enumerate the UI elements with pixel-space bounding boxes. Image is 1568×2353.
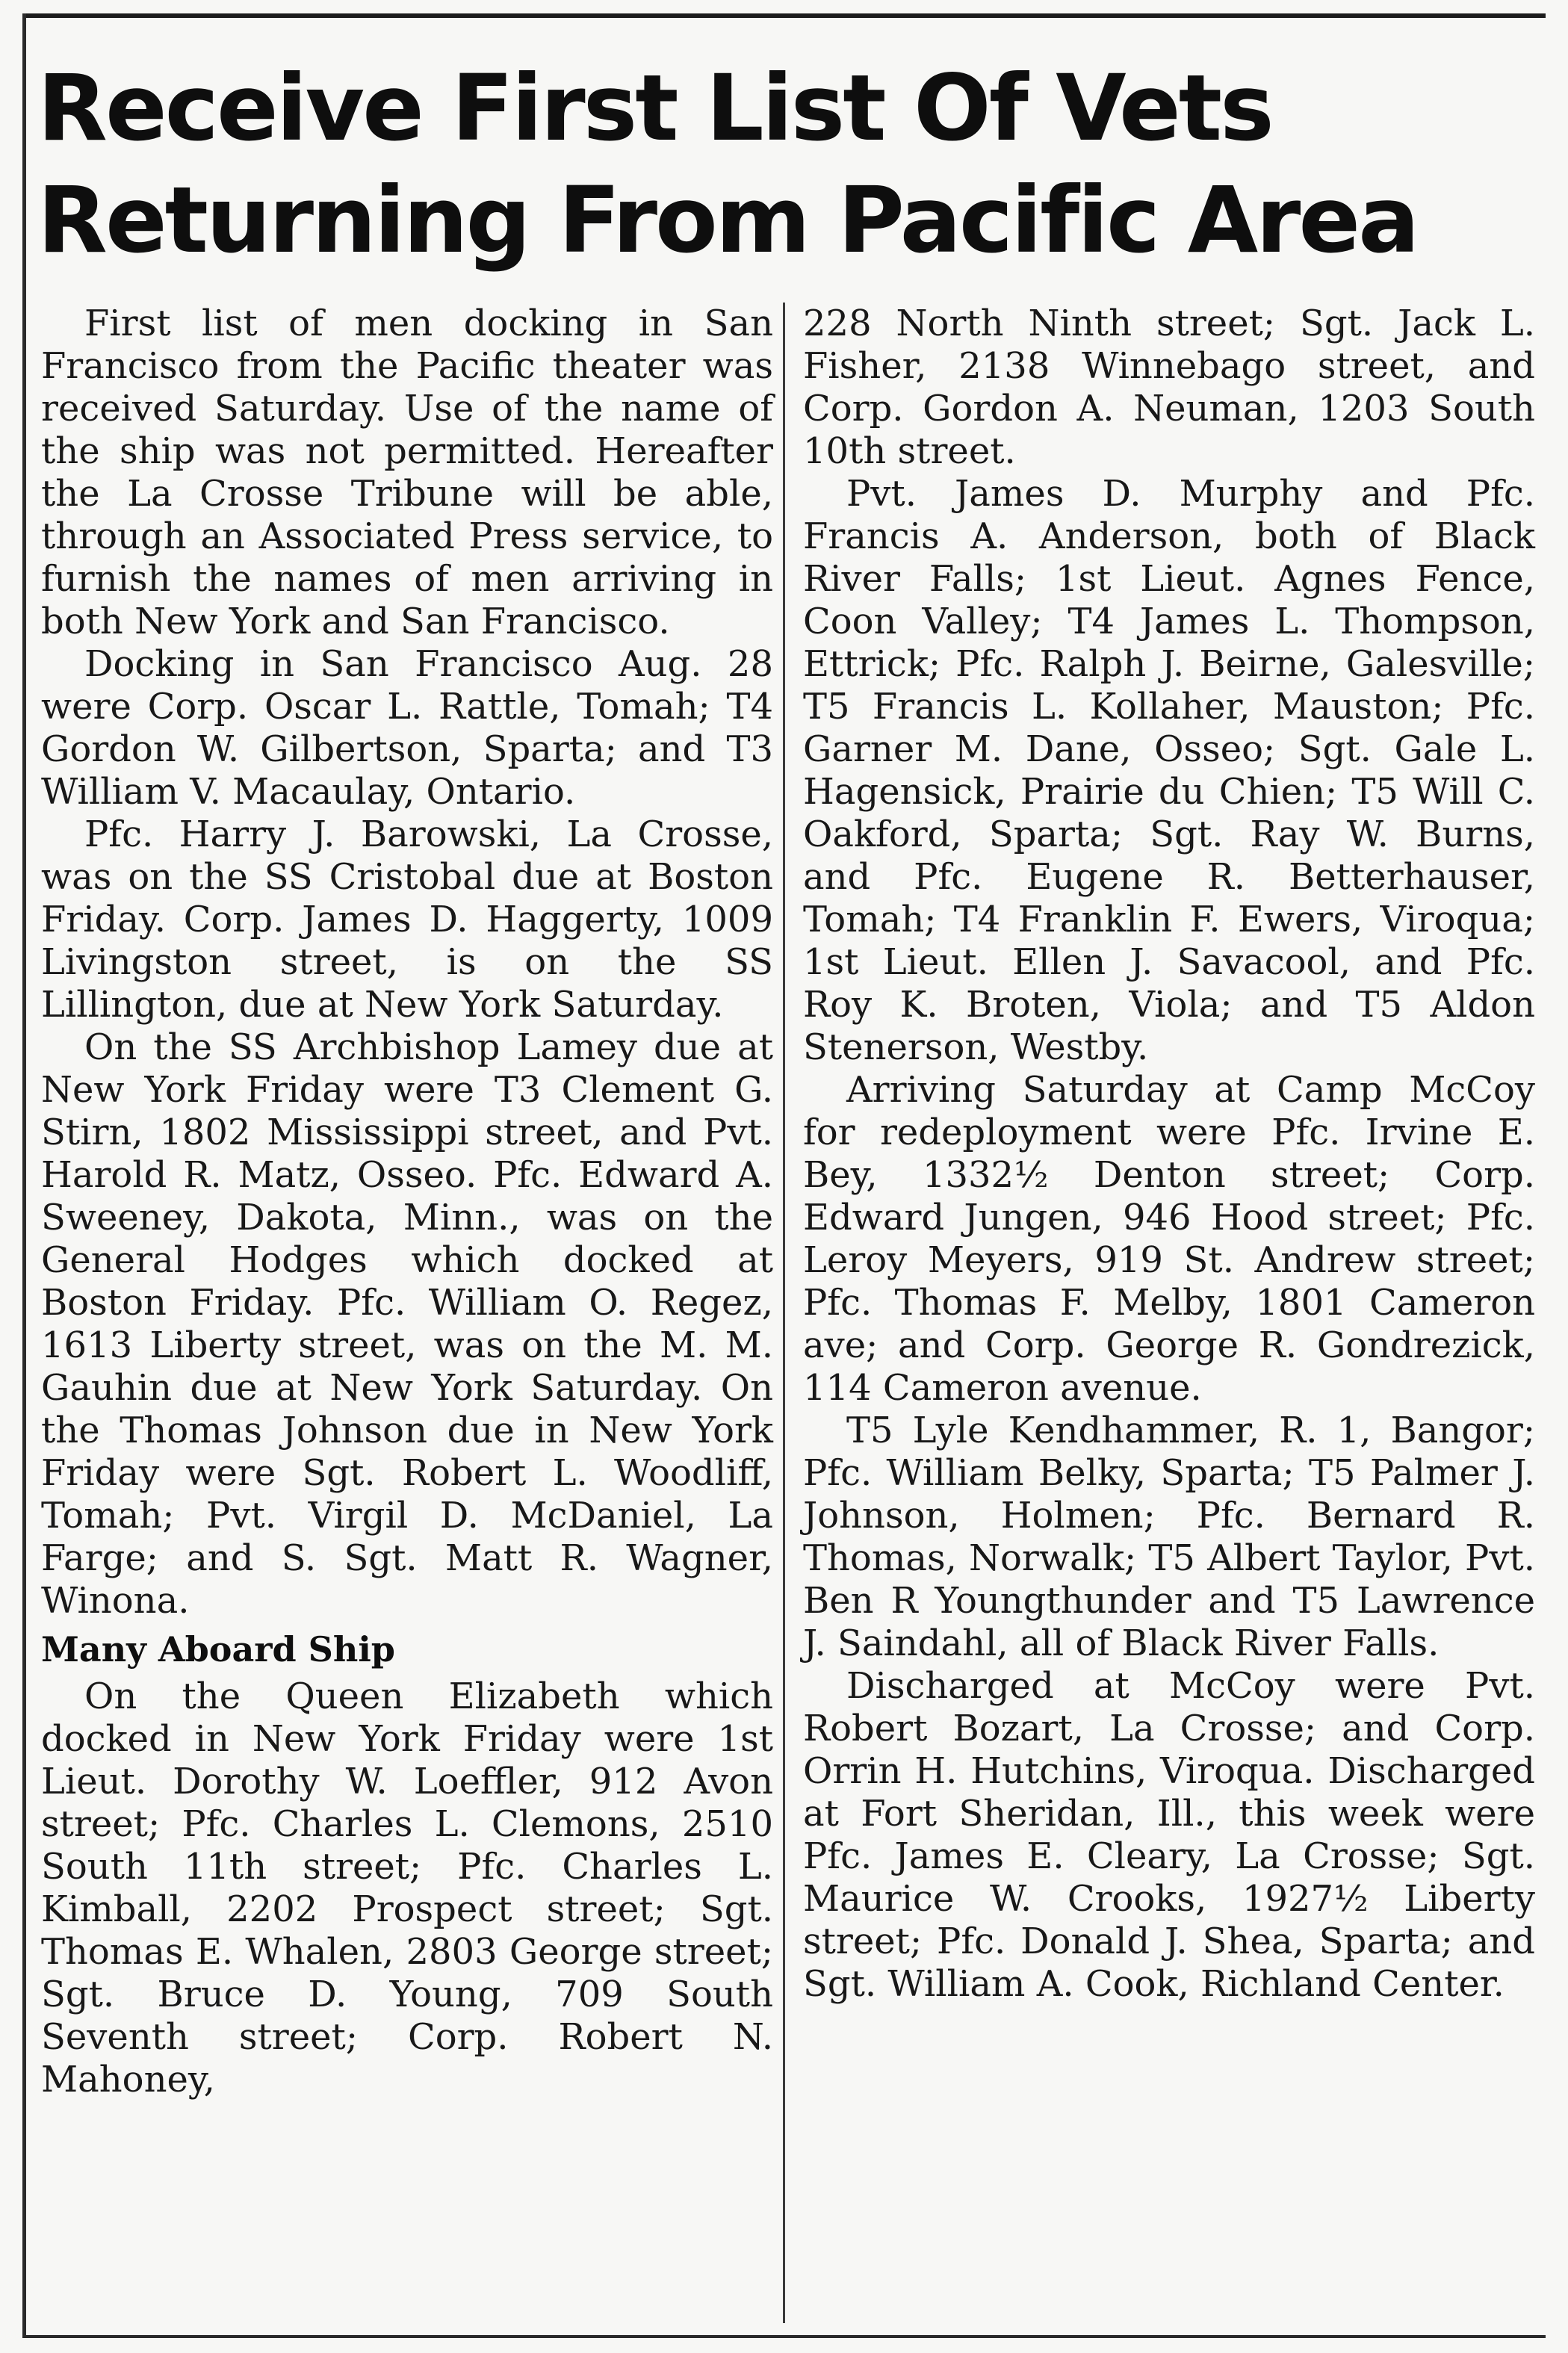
paragraph-2: Docking in San Francisco Aug. 28 were Corp. Oscar L. Rattle, Tomah; T4 Gordon W. Gilbertson, Sparta; and T3 William V. Macaulay, Ontario. — [41, 643, 773, 813]
paragraph-5: On the Queen Elizabeth which docked in New York Friday were 1st Lieut. Dorothy W. Loeffler, 912 Avon street; Pfc. Charles L. Clemons, 2510 South 11th street; Pfc. Charles L. Kimball, 2202 Prospect street; Sgt. Thomas E. Whalen, 2803 George street; Sgt. Bruce D. Young, 709 South Seventh street; Corp. Robert N. Mahoney, — [41, 1675, 773, 2101]
paragraph-4: On the SS Archbishop Lamey due at New York Friday were T3 Clement G. Stirn, 1802 Mississippi street, and Pvt. Harold R. Matz, Osseo. Pfc. Edward A. Sweeney, Dakota, Minn., was on the General Hodges which docked at Boston Friday. Pfc. William O. Regez, 1613 Liberty street, was on the M. M. Gauhin due at New York Saturday. On the Thomas Johnson due in New York Friday were Sgt. Robert L. Woodliff, Tomah; Pvt. Virgil D. McDaniel, La Farge; and S. Sgt. Matt R. Wagner, Winona. — [41, 1026, 773, 1622]
paragraph-9: Discharged at McCoy were Pvt. Robert Bozart, La Crosse; and Corp. Orrin H. Hutchins, Viroqua. Discharged at Fort Sheridan, Ill., this week were Pfc. James E. Cleary, La Crosse; Sgt. Maurice W. Crooks, 1927½ Liberty street; Pfc. Donald J. Shea, Sparta; and Sgt. William A. Cook, Richland Center. — [803, 1665, 1535, 2005]
left-column — [41, 303, 773, 2101]
paragraph-6: Pvt. James D. Murphy and Pfc. Francis A. Anderson, both of Black River Falls; 1st Lieut. Agnes Fence, Coon Valley; T4 James L. Thompson, Ettrick; Pfc. Ralph J. Beirne, Galesville; T5 Francis L. Kollaher, Mauston; Pfc. Garner M. Dane, Osseo; Sgt. Gale L. Hagensick, Prairie du Chien; T5 Will C. Oakford, Sparta; Sgt. Ray W. Burns, and Pfc. Eugene R. Betterhauser, Tomah; T4 Franklin F. Ewers, Viroqua; 1st Lieut. Ellen J. Savacool, and Pfc. Roy K. Broten, Viola; and T5 Aldon Stenerson, Westby. — [803, 473, 1535, 1068]
paragraph-continued: 228 North Ninth street; Sgt. Jack L. Fisher, 2138 Winnebago street, and Corp. Gordon A. Neuman, 1203 South 10th street. — [803, 303, 1535, 472]
top-rule — [22, 13, 1546, 18]
headline — [37, 52, 1531, 276]
headline-line-1: Receive First List Of Vets — [37, 55, 1272, 161]
paragraph-3: Pfc. Harry J. Barowski, La Crosse, was on the SS Cristobal due at Boston Friday. Corp. James D. Haggerty, 1009 Livingston street, is on the SS Lillington, due at New York Saturday. — [41, 813, 773, 1026]
paragraph-7: Arriving Saturday at Camp McCoy for redeployment were Pfc. Irvine E. Bey, 1332½ Denton street; Corp. Edward Jungen, 946 Hood street; Pfc. Leroy Meyers, 919 St. Andrew street; Pfc. Thomas F. Melby, 1801 Cameron ave; and Corp. George R. Gondrezick, 114 Cameron avenue. — [803, 1069, 1535, 1409]
column-divider — [783, 303, 785, 2323]
bottom-rule — [22, 2335, 1546, 2338]
headline-line-2: Returning From Pacific Area — [37, 167, 1418, 273]
paragraph-1: First list of men docking in San Francisco from the Pacific theater was received Saturday. Use of the name of the ship was not permitted. Hereafter the La Crosse Tribune will be able, through an Associated Press service, to furnish the names of men arriving in both New York and San Francisco. — [41, 303, 773, 642]
right-column — [803, 303, 1535, 2006]
subhead: Many Aboard Ship — [41, 1629, 395, 1670]
left-rule — [22, 13, 26, 2338]
paragraph-8: T5 Lyle Kendhammer, R. 1, Bangor; Pfc. William Belky, Sparta; T5 Palmer J. Johnson, Holmen; Pfc. Bernard R. Thomas, Norwalk; T5 Albert Taylor, Pvt. Ben R Youngthunder and T5 Lawrence J. Saindahl, all of Black River Falls. — [803, 1410, 1535, 1664]
